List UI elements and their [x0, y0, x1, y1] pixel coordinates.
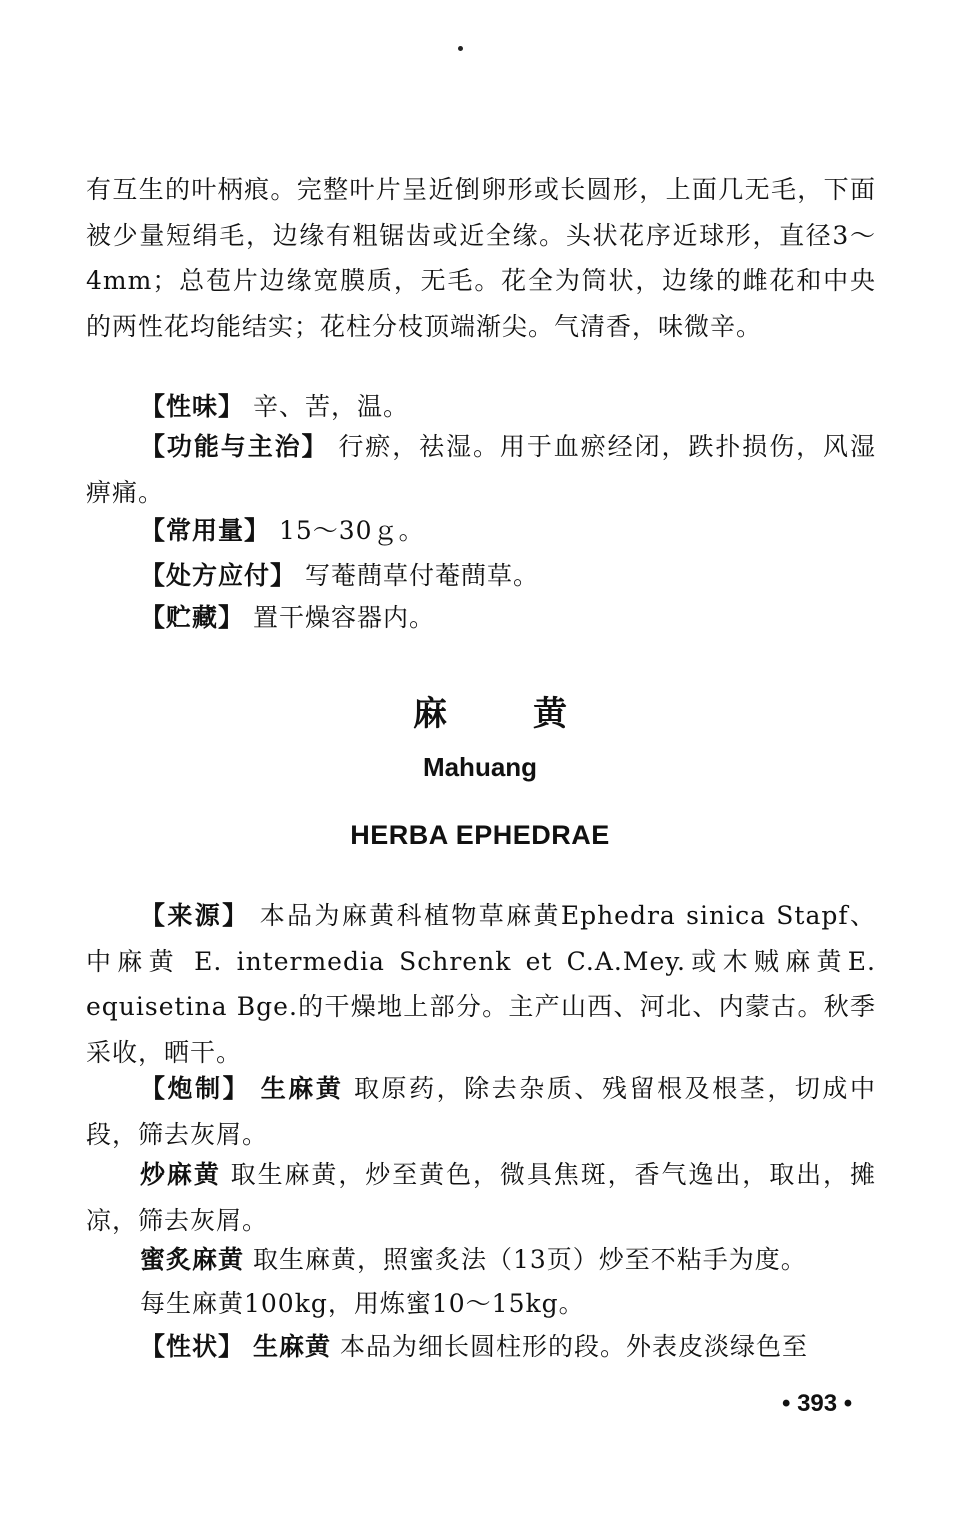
entry-title-pinyin: Mahuang — [422, 752, 538, 782]
prev-storage-line — [140, 603, 435, 633]
nature-tag: 【性味】 — [140, 392, 245, 421]
prev-nature-line — [140, 392, 409, 422]
entry-title-chinese: 麻黄 — [413, 694, 653, 734]
processing-paragraph — [86, 1066, 876, 1157]
nature-text: 辛、苦，温。 — [252, 392, 409, 421]
source-text: 本品为麻黄科植物草麻黄Ephedra sinica Stapf、中麻黄 E. intermedia Schrenk et C.A.Mey.或木贼麻黄E. equisetina Bge.的干燥地上部分。主产山西、河北、内蒙古。秋季采收，晒干。 — [86, 901, 876, 1067]
character-tag: 【性状】 — [140, 1332, 245, 1361]
character-line — [140, 1332, 808, 1362]
processing-item2-name: 炒麻黄 — [140, 1160, 221, 1189]
processing-item3-note: 每生麻黄100kg，用炼蜜10～15kg。 — [140, 1289, 585, 1318]
function-tag: 【功能与主治】 — [140, 432, 329, 461]
processing-item2-text: 取生麻黄，炒至黄色，微具焦斑，香气逸出，取出，摊凉，筛去灰屑。 — [86, 1160, 876, 1235]
character-item-name: 生麻黄 — [252, 1332, 331, 1361]
processing-item1-name: 生麻黄 — [260, 1074, 344, 1103]
processing-tag: 【炮制】 — [140, 1074, 251, 1103]
prescription-text: 写菴蔄草付菴蔄草。 — [304, 561, 539, 590]
processing-item1-text: 取原药，除去杂质、残留根及根茎，切成中段，筛去灰屑。 — [86, 1074, 876, 1149]
source-tag: 【来源】 — [140, 901, 250, 930]
prev-dosage-line — [140, 516, 425, 546]
dosage-tag: 【常用量】 — [140, 516, 271, 545]
processing-item3-text: 取生麻黄，照蜜炙法（13页）炒至不粘手为度。 — [252, 1245, 807, 1274]
entry-title-latin: HERBA EPHEDRAE — [350, 820, 610, 850]
prev-description: 有互生的叶柄痕。完整叶片呈近倒卵形或长圆形，上面几无毛，下面被少量短绢毛，边缘有粗锯齿或近全缘。头状花序近球形，直径3～4mm；总苞片边缘宽膜质，无毛。花全为筒状，边缘的雌花和中央的两性花均能结实；花柱分枝顶端渐尖。气清香，味微辛。 — [86, 175, 876, 341]
character-text: 本品为细长圆柱形的段。外表皮淡绿色至 — [339, 1332, 808, 1361]
top-dot-mark — [458, 46, 463, 51]
function-text: 行瘀，祛湿。用于血瘀经闭，跌扑损伤，风湿痹痛。 — [86, 432, 876, 507]
storage-tag: 【贮藏】 — [140, 603, 245, 632]
prev-prescription-line — [140, 561, 539, 591]
source-paragraph — [86, 893, 876, 1075]
dosage-text: 15～30ｇ。 — [278, 516, 425, 545]
prescription-tag: 【处方应付】 — [140, 561, 297, 590]
processing-item3-name: 蜜炙麻黄 — [140, 1245, 245, 1274]
processing-item2-paragraph — [86, 1152, 876, 1243]
prev-function-line — [86, 424, 876, 515]
storage-text: 置干燥容器内。 — [252, 603, 435, 632]
processing-item3-line — [140, 1245, 807, 1275]
page-number: • 393 • — [782, 1390, 853, 1417]
